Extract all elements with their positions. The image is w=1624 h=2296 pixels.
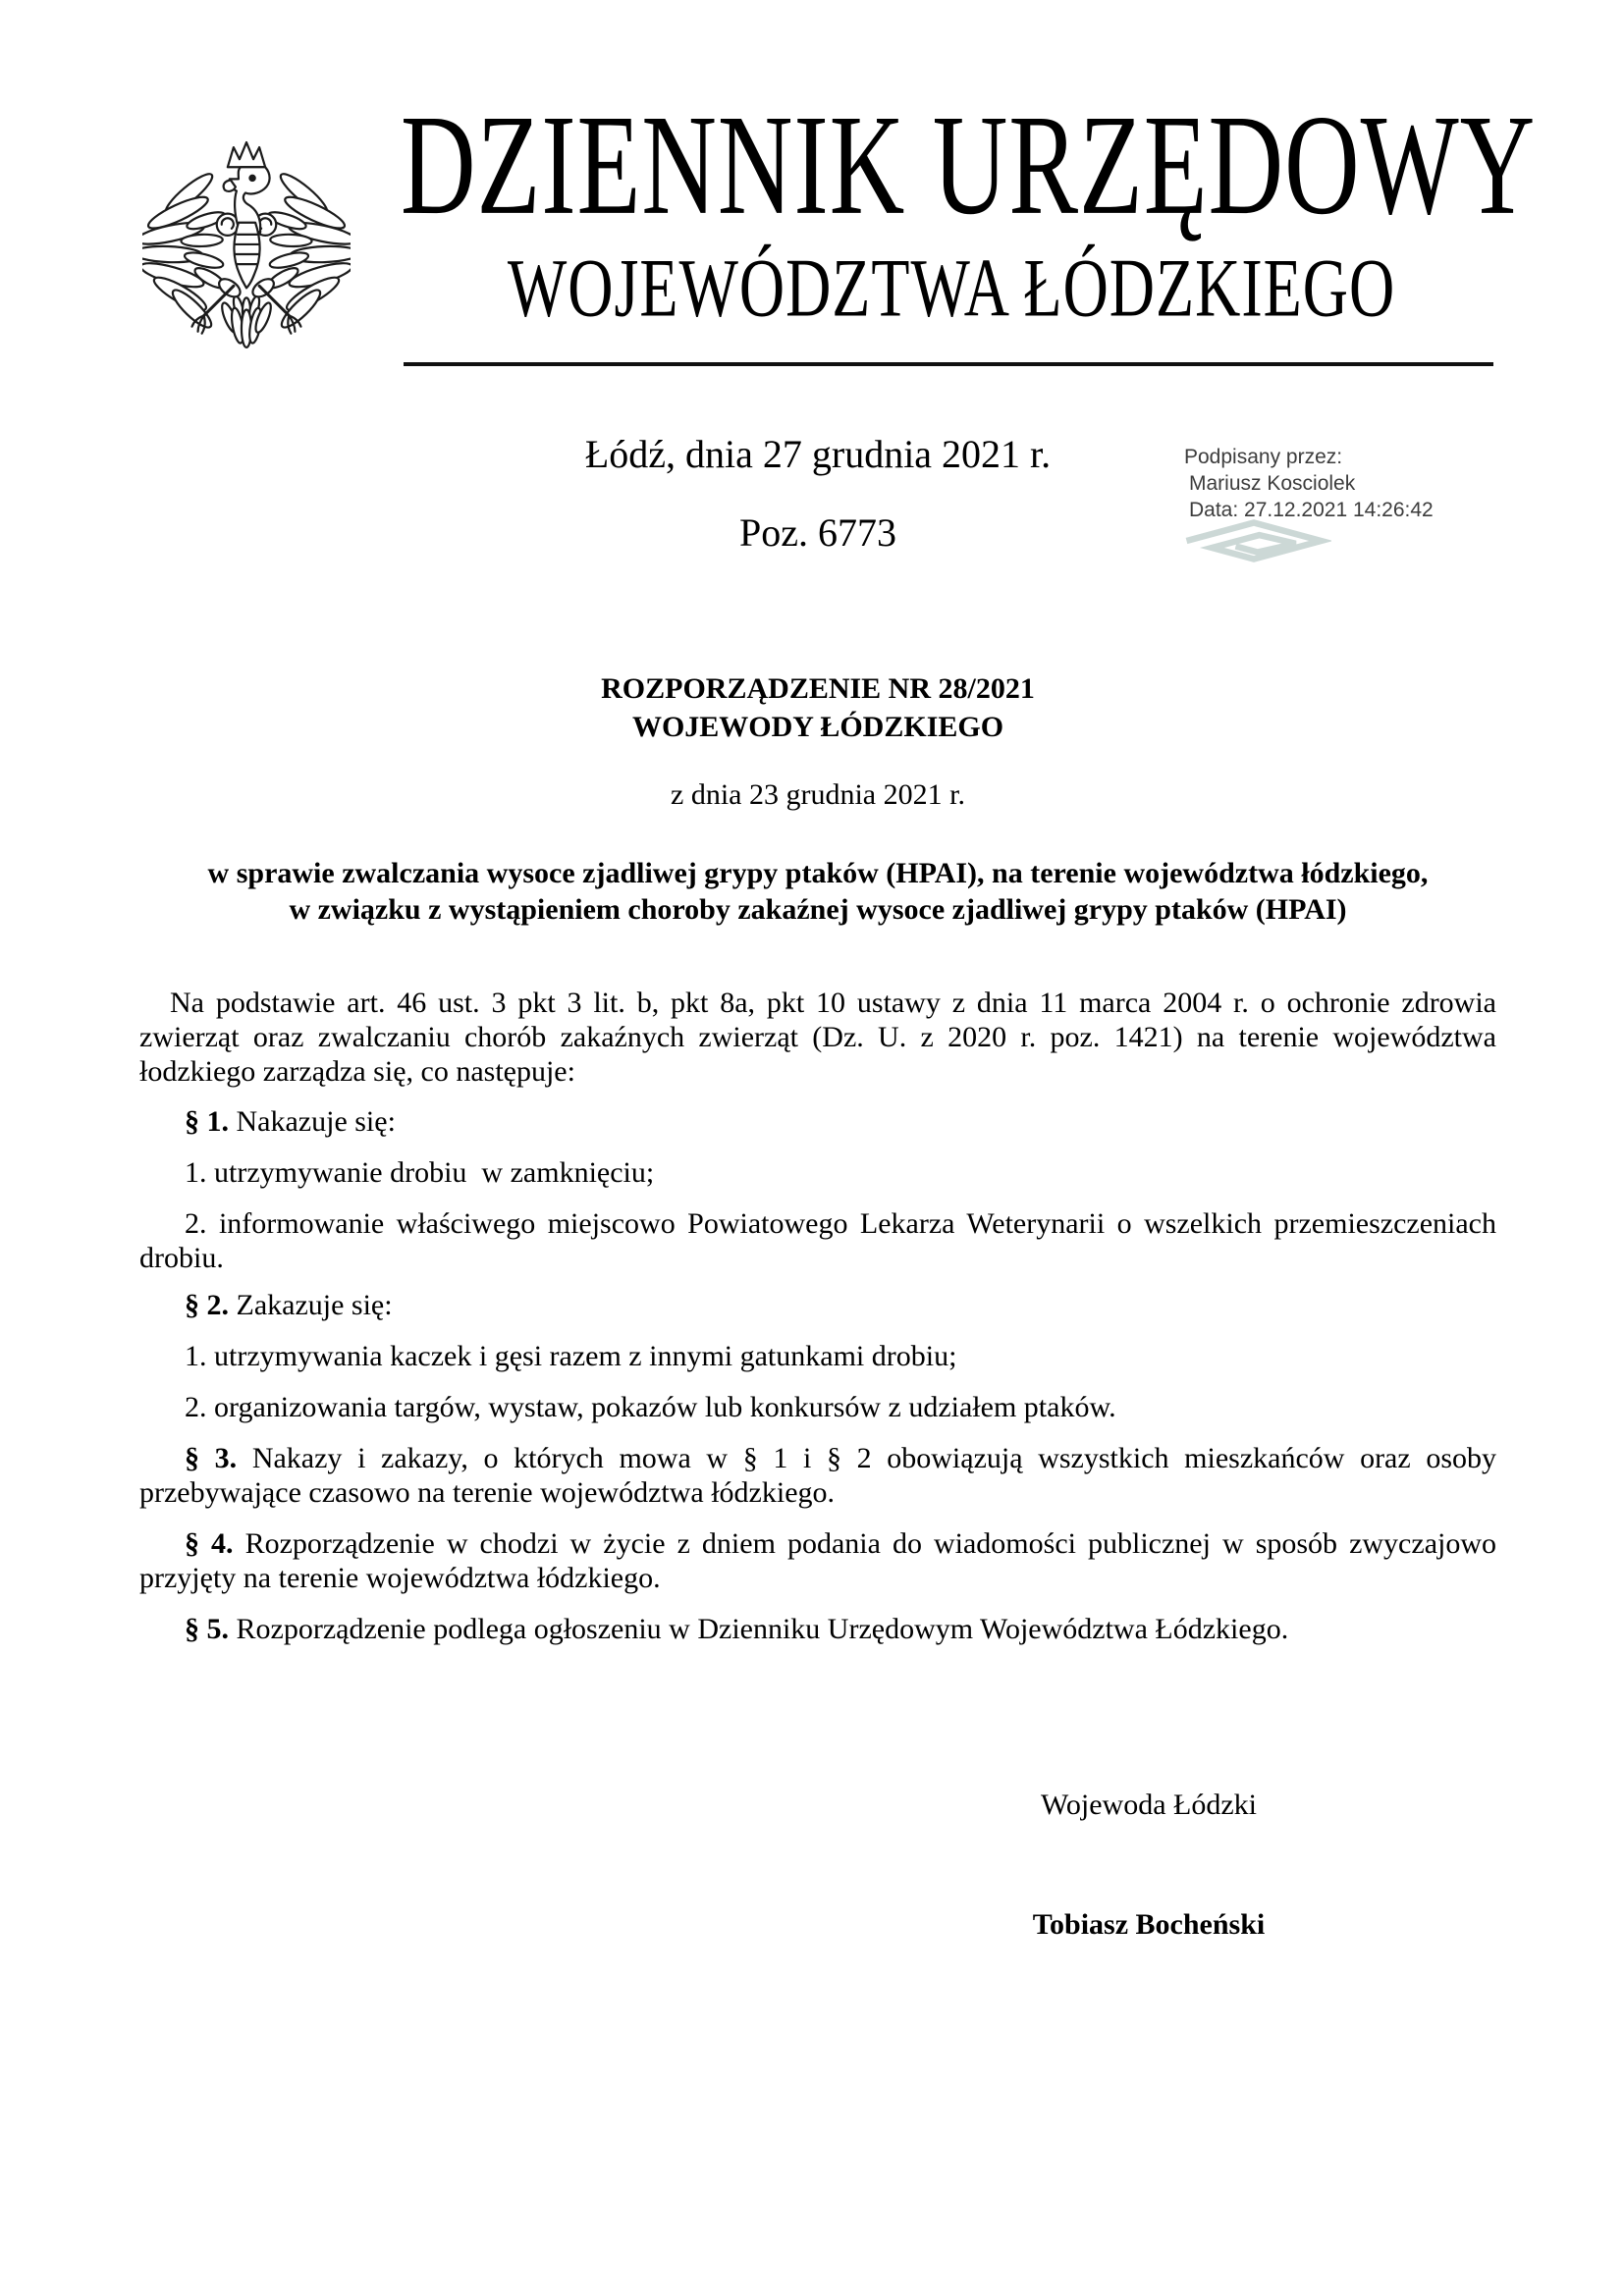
- sign-off-block: [805, 1788, 1492, 1942]
- eagle-tail: [219, 295, 274, 347]
- section-3: [139, 1441, 1496, 1510]
- section-2-item-2: 2. organizowania targów, wystaw, pokazów lub konkursów z udziałem ptaków.: [185, 1391, 1116, 1423]
- section-4-number: § 4.: [185, 1527, 234, 1560]
- section-1-text: Nakazuje się:: [236, 1105, 396, 1138]
- signer-name: Tobiasz Bocheński: [1032, 1908, 1266, 1941]
- section-2-text: Zakazuje się:: [236, 1289, 393, 1321]
- esignature-seal-icon: [1176, 516, 1331, 565]
- polish-eagle-emblem-icon: [142, 137, 351, 365]
- section-4-text: Rozporządzenie w chodzi w życie z dniem podania do wiadomości publicznej w sposób zwyczajowo przyjęty na terenie województwa łódzkiego.: [139, 1527, 1497, 1594]
- section-1: [139, 1104, 1496, 1139]
- act-preamble: Na podstawie art. 46 ust. 3 pkt 3 lit. b, pkt 8a, pkt 10 ustawy z dnia 11 marca 2004 r. o ochronie zdrowia zwierząt oraz zwalczaniu chorób zakaźnych zwierząt (Dz. U. z 2020 r. poz. 1421) na terenie województwa łodzkiego zarządza się, co następuje:: [139, 987, 1496, 1088]
- signer-role: Wojewoda Łódzki: [1040, 1789, 1258, 1821]
- esignature-signer-name: Mariusz Kosciolek: [1189, 472, 1356, 495]
- journal-title: DZIENNIK URZĘDOWY: [401, 85, 1537, 244]
- section-2-number: § 2.: [185, 1289, 229, 1321]
- section-2: [139, 1288, 1496, 1322]
- act-title-line1: ROZPORZĄDZENIE NR 28/2021: [601, 672, 1035, 705]
- esignature-date: Data: 27.12.2021 14:26:42: [1189, 499, 1434, 521]
- act-subject-line1: w sprawie zwalczania wysoce zjadliwej grypy ptaków (HPAI), na terenie województwa łódzkiego,: [207, 857, 1429, 889]
- act-title-line2: WOJEWODY ŁÓDZKIEGO: [631, 711, 1004, 743]
- section-5-number: § 5.: [185, 1613, 229, 1645]
- esignature-stamp: [1184, 444, 1508, 523]
- position-number: Poz. 6773: [739, 510, 896, 555]
- eagle-crown: [228, 142, 265, 167]
- section-1-number: § 1.: [185, 1105, 229, 1138]
- section-4: [139, 1526, 1496, 1595]
- header-divider: [404, 362, 1493, 366]
- section-1-item-1: 1. utrzymywanie drobiu w zamknięciu;: [185, 1156, 655, 1189]
- section-5: [139, 1612, 1496, 1646]
- act-subject: [139, 855, 1496, 928]
- journal-subtitle: WOJEWÓDZTWA ŁÓDZKIEGO: [507, 241, 1396, 334]
- section-5-text: Rozporządzenie podlega ogłoszeniu w Dzienniku Urzędowym Województwa Łódzkiego.: [236, 1613, 1289, 1645]
- eagle-eye: [249, 176, 254, 181]
- publication-place-date: Łódź, dnia 27 grudnia 2021 r.: [584, 432, 1052, 476]
- section-1-item-2: 2. informowanie właściwego miejscowo Powiatowego Lekarza Weterynarii o wszelkich przemieszczeniach drobiu.: [139, 1207, 1496, 1274]
- section-3-number: § 3.: [185, 1442, 238, 1474]
- act-title: [139, 669, 1496, 746]
- act-date: z dnia 23 grudnia 2021 r.: [671, 778, 965, 811]
- section-3-text: Nakazy i zakazy, o których mowa w § 1 i § 2 obowiązują wszystkich mieszkańców oraz osoby przebywające czasowo na terenie województwa łódzkiego.: [139, 1442, 1497, 1509]
- act-subject-line2: w związku z wystąpieniem choroby zakaźnej wysoce zjadliwej grypy ptaków (HPAI): [289, 893, 1347, 926]
- esignature-signed-by-label: Podpisany przez:: [1184, 446, 1343, 468]
- section-2-item-1: 1. utrzymywania kaczek i gęsi razem z innymi gatunkami drobiu;: [185, 1340, 957, 1372]
